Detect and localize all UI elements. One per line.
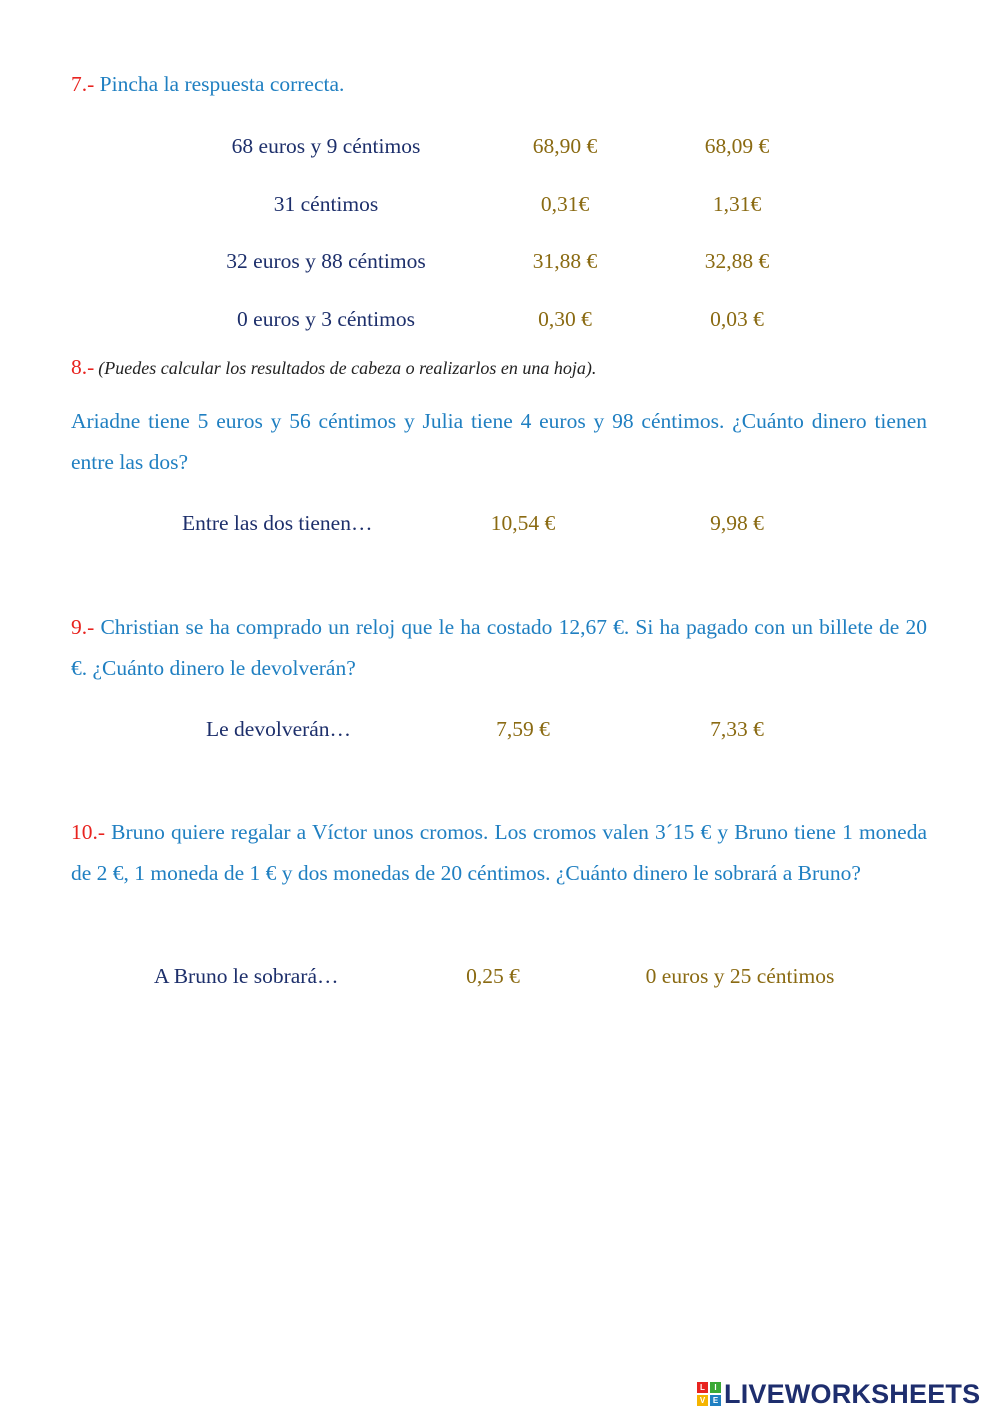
q8-option-1[interactable]: 10,54 € <box>490 511 556 535</box>
logo-block-e: E <box>710 1395 721 1406</box>
q7-number: 7.- <box>71 72 95 96</box>
q8-option-2[interactable]: 9,98 € <box>710 511 764 535</box>
q9-text: Christian se ha comprado un reloj que le ha costado 12,67 €. Si ha pagado con un billete de 20 €. ¿Cuánto dinero le devolverán? <box>71 615 927 680</box>
q8-heading <box>71 355 596 380</box>
logo-block-v: V <box>697 1395 708 1406</box>
q7-row3-option-2[interactable]: 32,88 € <box>704 249 770 273</box>
q7-row2-label: 31 céntimos <box>273 192 379 216</box>
q10-text: Bruno quiere regalar a Víctor unos cromos. Los cromos valen 3´15 € y Bruno tiene 1 moneda de 2 €, 1 moneda de 1 € y dos monedas de 20 céntimos. ¿Cuánto dinero le sobrará a Bruno? <box>71 820 927 885</box>
q7-row4-label: 0 euros y 3 céntimos <box>237 307 415 331</box>
q10-number: 10.- <box>71 820 106 844</box>
q9-option-2[interactable]: 7,33 € <box>710 717 764 741</box>
q8-question: Ariadne tiene 5 euros y 56 céntimos y Julia tiene 4 euros y 98 céntimos. ¿Cuánto dinero tienen entre las dos? <box>71 409 927 474</box>
q7-row4-option-1[interactable]: 0,30 € <box>538 307 592 331</box>
q10-question <box>71 812 927 894</box>
q9-option-1[interactable]: 7,59 € <box>496 717 550 741</box>
q9-question <box>71 607 927 689</box>
liveworksheets-logo <box>697 1379 980 1409</box>
q7-row2-option-2[interactable]: 1,31€ <box>712 192 762 216</box>
q10-option-1[interactable]: 0,25 € <box>466 964 520 988</box>
q8-answer-label: Entre las dos tienen… <box>182 511 373 535</box>
q7-row4-option-2[interactable]: 0,03 € <box>710 307 764 331</box>
q10-option-2[interactable]: 0 euros y 25 céntimos <box>645 964 835 988</box>
q7-heading <box>71 72 344 97</box>
q10-answer-label: A Bruno le sobrará… <box>154 964 339 988</box>
q7-row2-option-1[interactable]: 0,31€ <box>540 192 590 216</box>
logo-block-l: L <box>697 1382 708 1393</box>
q7-row3-label: 32 euros y 88 céntimos <box>226 249 426 273</box>
q9-number: 9.- <box>71 615 95 639</box>
q7-title: Pincha la respuesta correcta. <box>99 72 345 96</box>
logo-text: LIVEWORKSHEETS <box>724 1379 981 1409</box>
q7-row1-option-2[interactable]: 68,09 € <box>704 134 770 158</box>
logo-block-i: I <box>710 1382 721 1393</box>
q8-number: 8.- <box>71 355 95 379</box>
q7-row1-option-1[interactable]: 68,90 € <box>532 134 598 158</box>
q7-row1-label: 68 euros y 9 céntimos <box>231 134 421 158</box>
q7-row3-option-1[interactable]: 31,88 € <box>532 249 598 273</box>
q9-answer-label: Le devolverán… <box>206 717 352 741</box>
q8-note: (Puedes calcular los resultados de cabeza o realizarlos en una hoja). <box>98 358 597 378</box>
logo-blocks-icon <box>697 1382 721 1406</box>
